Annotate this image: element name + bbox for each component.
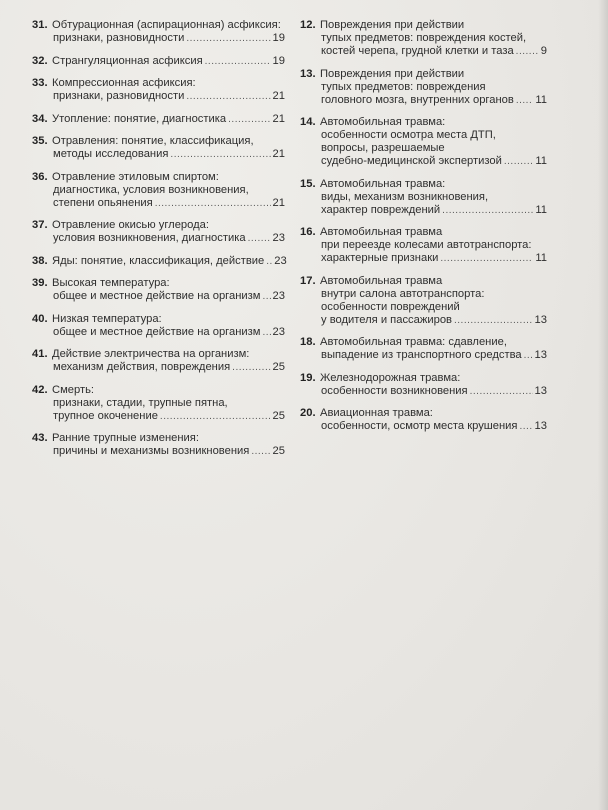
toc-entry <box>32 277 285 303</box>
toc-entry-title: Высокая температура: <box>52 277 170 289</box>
toc-entry-line <box>300 226 547 239</box>
toc-entry-number: 31. <box>32 19 48 31</box>
toc-entry-line <box>300 301 547 314</box>
toc-entry-title: Странгуляционная асфиксия <box>52 54 203 67</box>
toc-page-number: 19 <box>272 32 285 44</box>
toc-entry-line <box>300 178 547 191</box>
toc-entry <box>300 407 547 433</box>
toc-entry-title: Повреждения при действии <box>320 67 465 80</box>
toc-entry-number: 40. <box>32 312 48 325</box>
toc-entry-title: трупное окоченение <box>53 409 158 422</box>
toc-entry-title: Автомобильная травма: сдавление, <box>320 336 507 348</box>
toc-entry-line <box>300 81 547 94</box>
toc-page-number: 25 <box>272 361 285 373</box>
toc-entry-title: Отравление этиловым спиртом: <box>52 170 219 183</box>
toc-entry-title: внутри салона автотранспорта: <box>321 287 485 300</box>
toc-entry-title: Яды: понятие, классификация, действие <box>52 254 265 267</box>
toc-entry-line <box>32 348 285 361</box>
toc-entry-number: 15. <box>300 177 316 190</box>
toc-entry-title: Отравления: понятие, классификация, <box>52 135 254 147</box>
toc-left-column <box>32 19 285 468</box>
toc-page-number: 11 <box>535 93 547 106</box>
toc-page-number: 13 <box>534 420 547 432</box>
toc-dot-leader <box>251 445 270 458</box>
toc-entry-last-line <box>300 252 547 265</box>
toc-entry-title: механизм действия, повреждения <box>53 361 231 373</box>
toc-entry-line <box>300 116 547 129</box>
toc-entry <box>32 255 285 268</box>
toc-page-number: 13 <box>534 384 547 397</box>
toc-entry-last-line <box>300 349 547 362</box>
toc-dot-leader <box>170 148 270 161</box>
toc-entry-last-line <box>32 32 285 45</box>
toc-dot-leader <box>232 361 270 374</box>
toc-entry-number: 38. <box>32 254 48 267</box>
toc-entry <box>32 19 285 45</box>
toc-entry-last-line <box>300 314 547 327</box>
toc-entry <box>32 135 285 161</box>
toc-entry <box>300 372 547 398</box>
toc-entry-title: признаки, разновидности <box>53 32 185 44</box>
toc-entry-line <box>300 336 547 349</box>
toc-entry <box>300 178 547 217</box>
toc-entry-title: особенности осмотра места ДТП, <box>321 129 496 141</box>
toc-dot-leader <box>262 290 270 303</box>
toc-entry-title: особенности возникновения <box>321 384 468 397</box>
toc-page-number: 23 <box>272 290 285 302</box>
toc-entry-line <box>32 313 285 326</box>
toc-entry-number: 14. <box>300 116 316 128</box>
toc-entry-title: диагностика, условия возникновения, <box>53 183 249 196</box>
toc-dot-leader <box>266 255 272 268</box>
toc-entry-last-line <box>32 197 285 210</box>
toc-dot-leader <box>504 155 534 168</box>
toc-entry-line <box>32 135 285 148</box>
toc-entry-title: Железнодорожная травма: <box>320 371 461 384</box>
toc-entry-number: 39. <box>32 277 48 289</box>
toc-entry-line <box>300 32 547 45</box>
toc-entry-number: 13. <box>300 67 316 80</box>
toc-entry-last-line <box>32 326 285 339</box>
toc-entry <box>300 336 547 362</box>
toc-entry-last-line <box>300 94 547 107</box>
toc-entry-number: 18. <box>300 336 316 348</box>
toc-entry-title: условия возникновения, диагностика <box>53 232 246 244</box>
toc-entry <box>300 275 547 327</box>
toc-right-column <box>300 19 547 443</box>
toc-entry-title: Автомобильная травма: <box>320 116 446 128</box>
toc-entry-number: 17. <box>300 274 316 287</box>
toc-entry-number: 20. <box>300 407 316 419</box>
toc-entry-title: общее и местное действие на организм <box>53 290 261 302</box>
toc-entry-title: тупых предметов: повреждения костей, <box>321 32 527 44</box>
toc-entry-number: 19. <box>300 371 316 384</box>
toc-entry-title: выпадение из транспортного средства <box>321 349 522 361</box>
toc-entry-number: 35. <box>32 135 48 147</box>
toc-entry-last-line <box>300 155 547 168</box>
toc-entry <box>32 219 285 245</box>
toc-entry-line <box>300 142 547 155</box>
toc-entry-number: 43. <box>32 432 48 444</box>
toc-entry-last-line <box>32 255 285 268</box>
toc-entry-title: Компрессионная асфиксия: <box>52 77 196 89</box>
toc-entry-last-line <box>32 361 285 374</box>
toc-entry-last-line <box>32 290 285 303</box>
toc-dot-leader <box>155 197 271 210</box>
toc-entry-line <box>300 19 547 32</box>
toc-entry-title: Автомобильная травма: <box>320 177 446 190</box>
toc-entry-last-line <box>32 113 285 126</box>
toc-entry <box>300 116 547 168</box>
toc-entry-title: Авиационная травма: <box>320 407 433 419</box>
toc-entry <box>32 77 285 103</box>
toc-entry-last-line <box>32 90 285 103</box>
toc-page-number: 21 <box>272 90 285 102</box>
toc-entry-title: причины и механизмы возникновения <box>53 445 250 457</box>
toc-entry-title: признаки, разновидности <box>53 90 185 102</box>
toc-dot-leader <box>228 113 270 126</box>
toc-entry-title: степени опьянения <box>53 196 153 209</box>
toc-page-number: 23 <box>272 232 285 244</box>
toc-entry-line <box>300 191 547 204</box>
toc-page-number: 23 <box>274 254 287 267</box>
toc-entry-line <box>300 68 547 81</box>
toc-page-number: 11 <box>535 155 547 167</box>
toc-entry <box>32 384 285 423</box>
toc-entry-title: Обтурационная (аспирационная) асфиксия: <box>52 19 281 31</box>
toc-entry-last-line <box>300 45 547 58</box>
toc-entry-title: Низкая температура: <box>52 312 162 325</box>
toc-entry-title: Утопление: понятие, диагностика <box>52 112 227 125</box>
toc-entry-number: 42. <box>32 383 48 396</box>
toc-page-number: 21 <box>272 148 285 160</box>
toc-entry <box>32 432 285 458</box>
toc-entry-title: тупых предметов: повреждения <box>321 80 486 93</box>
toc-entry <box>32 313 285 339</box>
toc-entry-title: судебно-медицинской экспертизой <box>321 155 502 167</box>
toc-entry-title: Автомобильная травма <box>320 274 443 287</box>
toc-entry-line <box>32 277 285 290</box>
toc-entry-line <box>32 397 285 410</box>
toc-entry-last-line <box>300 420 547 433</box>
toc-dot-leader <box>262 326 270 339</box>
toc-entry-title: при переезде колесами автотранспорта: <box>321 239 532 251</box>
toc-entry-line <box>32 77 285 90</box>
toc-dot-leader <box>516 45 539 58</box>
toc-page-number: 11 <box>535 252 547 264</box>
toc-entry-last-line <box>300 204 547 217</box>
toc-entry <box>32 55 285 68</box>
toc-page-number: 9 <box>540 45 547 57</box>
toc-entry-title: Автомобильная травма <box>320 226 443 238</box>
toc-page-number: 19 <box>272 54 285 67</box>
toc-entry-line <box>300 288 547 301</box>
toc-page-number: 21 <box>272 112 285 125</box>
toc-entry-number: 36. <box>32 170 48 183</box>
toc-entry-line <box>300 372 547 385</box>
toc-entry-last-line <box>32 148 285 161</box>
toc-entry-title: Отравление окисью углерода: <box>52 219 209 231</box>
toc-entry-line <box>32 432 285 445</box>
toc-page-number: 13 <box>534 349 547 361</box>
toc-dot-leader <box>524 349 533 362</box>
toc-entry-title: виды, механизм возникновения, <box>321 190 489 203</box>
toc-dot-leader <box>454 314 533 327</box>
toc-entry-title: характерные признаки <box>321 252 439 264</box>
toc-dot-leader <box>186 90 270 103</box>
toc-entry-title: костей черепа, грудной клетки и таза <box>321 45 514 57</box>
toc-dot-leader <box>205 55 271 68</box>
toc-entry-title: Повреждения при действии <box>320 19 465 31</box>
toc-entry <box>32 348 285 374</box>
toc-entry-number: 32. <box>32 54 48 67</box>
toc-dot-leader <box>160 410 271 423</box>
toc-page-number: 13 <box>534 313 547 326</box>
toc-page-number: 11 <box>535 203 547 216</box>
toc-page-number: 23 <box>272 325 285 338</box>
toc-entry-line <box>300 239 547 252</box>
toc-entry-last-line <box>32 55 285 68</box>
toc-entry-number: 33. <box>32 77 48 89</box>
toc-entry-number: 41. <box>32 348 48 360</box>
toc-entry-number: 12. <box>300 19 316 31</box>
toc-entry-line <box>300 129 547 142</box>
toc-dot-leader <box>248 232 271 245</box>
toc-entry <box>300 226 547 265</box>
toc-entry-last-line <box>32 232 285 245</box>
toc-entry-title: Ранние трупные изменения: <box>52 432 199 444</box>
toc-entry-title: вопросы, разрешаемые <box>321 142 445 154</box>
toc-entry-title: признаки, стадии, трупные пятна, <box>53 396 228 409</box>
toc-entry-title: характер повреждений <box>321 203 441 216</box>
toc-entry-line <box>32 219 285 232</box>
toc-entry-line <box>32 171 285 184</box>
toc-entry <box>32 113 285 126</box>
toc-dot-leader <box>470 385 533 398</box>
toc-dot-leader <box>516 94 534 107</box>
toc-entry <box>300 19 547 58</box>
toc-page-number: 25 <box>272 409 285 422</box>
toc-entry-number: 37. <box>32 219 48 231</box>
toc-dot-leader <box>442 204 533 217</box>
page-edge-shadow <box>598 0 608 810</box>
toc-entry-title: Смерть: <box>52 383 95 396</box>
toc-entry-title: Действие электричества на организм: <box>52 348 250 360</box>
toc-entry-line <box>300 275 547 288</box>
toc-entry-line <box>32 19 285 32</box>
toc-entry <box>32 171 285 210</box>
toc-entry-line <box>300 407 547 420</box>
toc-entry-number: 16. <box>300 226 316 238</box>
toc-entry-title: общее и местное действие на организм <box>53 325 261 338</box>
toc-dot-leader <box>186 32 270 45</box>
toc-page-number: 25 <box>272 445 285 457</box>
toc-entry-title: методы исследования <box>53 148 169 160</box>
toc-entry-last-line <box>32 410 285 423</box>
toc-entry-line <box>32 384 285 397</box>
toc-entry-title: головного мозга, внутренних органов <box>321 93 514 106</box>
toc-entry-last-line <box>32 445 285 458</box>
toc-entry-last-line <box>300 385 547 398</box>
toc-page-number: 21 <box>272 196 285 209</box>
toc-dot-leader <box>440 252 533 265</box>
toc-entry-number: 34. <box>32 112 48 125</box>
toc-entry-title: у водителя и пассажиров <box>321 313 452 326</box>
toc-entry-title: особенности повреждений <box>321 300 460 313</box>
toc-entry-title: особенности, осмотр места крушения <box>321 420 518 432</box>
toc-entry-line <box>32 184 285 197</box>
toc-entry <box>300 68 547 107</box>
toc-dot-leader <box>519 420 532 433</box>
